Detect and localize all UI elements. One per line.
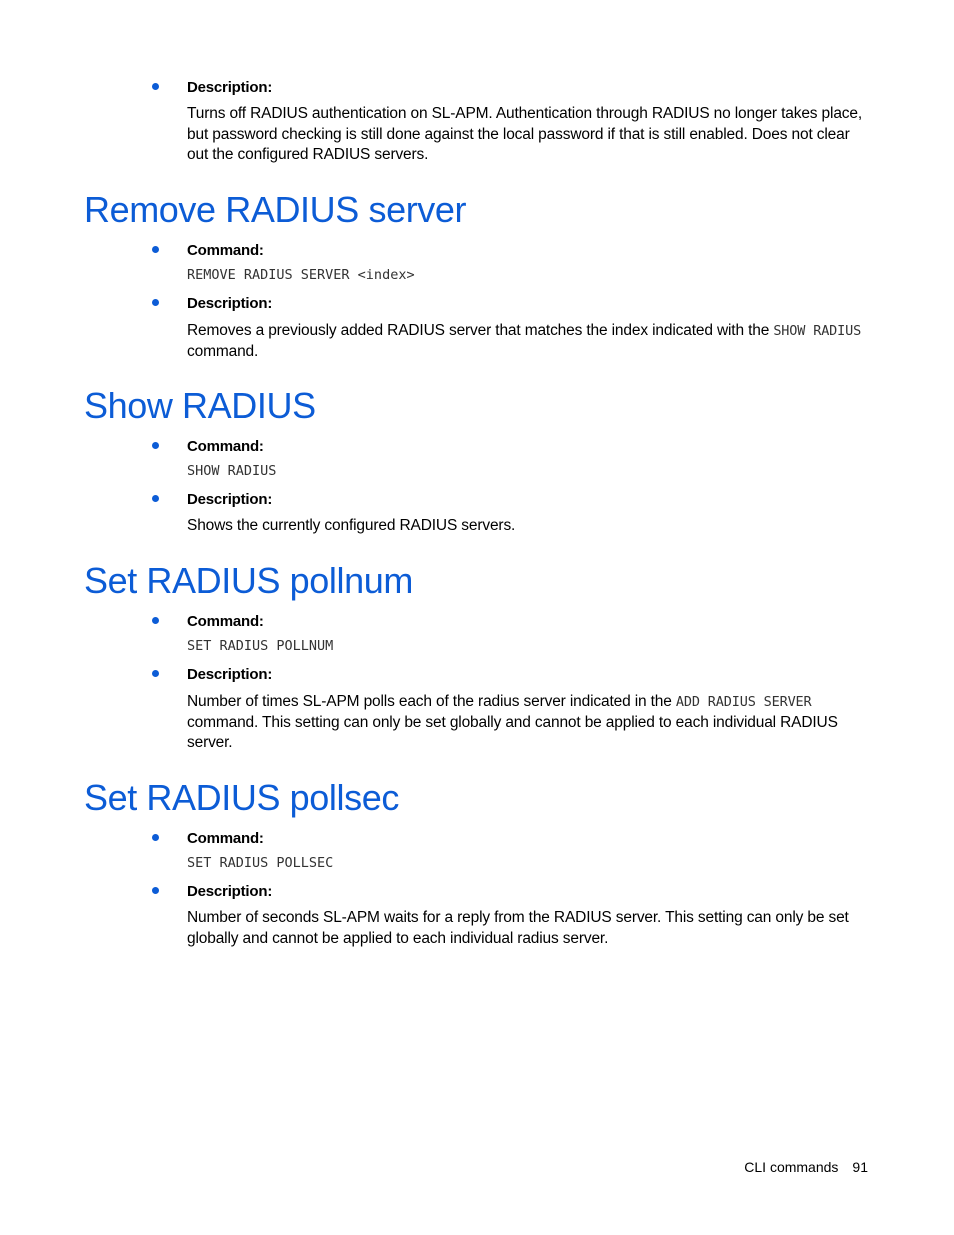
bullet-icon bbox=[152, 834, 159, 841]
footer-section-name: CLI commands bbox=[744, 1159, 839, 1175]
command-code: SET RADIUS POLLSEC bbox=[187, 855, 334, 871]
inline-command-code: ADD RADIUS SERVER bbox=[675, 694, 812, 710]
bullet-icon bbox=[152, 617, 159, 624]
description-text-part: command. bbox=[187, 342, 259, 360]
heading-show-radius: Show RADIUS bbox=[84, 385, 316, 426]
description-label: Description: bbox=[187, 883, 273, 900]
description-text-part: Number of times SL-APM polls each of the radius server indicated in the bbox=[187, 693, 676, 710]
bullet-icon bbox=[152, 670, 159, 677]
heading-set-radius-pollnum: Set RADIUS pollnum bbox=[84, 560, 413, 601]
description-label: Description: bbox=[187, 666, 273, 683]
page-footer bbox=[744, 1158, 868, 1176]
description-text bbox=[187, 692, 873, 754]
command-label: Command: bbox=[187, 438, 264, 455]
description-label: Description: bbox=[187, 79, 273, 96]
command-label: Command: bbox=[187, 613, 264, 630]
description-text: Number of seconds SL-APM waits for a reply from the RADIUS server. This setting can only be set globally and cannot be applied to each individual radius server. bbox=[187, 909, 849, 947]
description-label: Description: bbox=[187, 295, 273, 312]
bullet-icon bbox=[152, 246, 159, 253]
page-number: 91 bbox=[852, 1159, 868, 1175]
description-text-part: Removes a previously added RADIUS server that matches the index indicated with the bbox=[187, 322, 774, 339]
description-text-part: command. This setting can only be set globally and cannot be applied to each individual RADIUS server. bbox=[187, 713, 838, 751]
command-code: SHOW RADIUS bbox=[187, 463, 277, 479]
heading-remove-radius-server: Remove RADIUS server bbox=[84, 189, 467, 230]
description-text bbox=[187, 321, 873, 362]
bullet-icon bbox=[152, 83, 159, 90]
inline-command-code: SHOW RADIUS bbox=[773, 323, 862, 339]
description-text: Shows the currently configured RADIUS servers. bbox=[187, 517, 516, 534]
description-label: Description: bbox=[187, 491, 273, 508]
command-code: SET RADIUS POLLNUM bbox=[187, 638, 334, 654]
bullet-icon bbox=[152, 442, 159, 449]
command-label: Command: bbox=[187, 242, 264, 259]
intro-description-text: Turns off RADIUS authentication on SL-APM. Authentication through RADIUS no longer takes place, but password checking is still done against the local password if that is still enabled. Does not clear out the configured RADIUS servers. bbox=[187, 105, 863, 163]
heading-set-radius-pollsec: Set RADIUS pollsec bbox=[84, 777, 399, 818]
command-code: REMOVE RADIUS SERVER <index> bbox=[187, 267, 415, 283]
command-label: Command: bbox=[187, 830, 264, 847]
bullet-icon bbox=[152, 299, 159, 306]
bullet-icon bbox=[152, 887, 159, 894]
bullet-icon bbox=[152, 495, 159, 502]
